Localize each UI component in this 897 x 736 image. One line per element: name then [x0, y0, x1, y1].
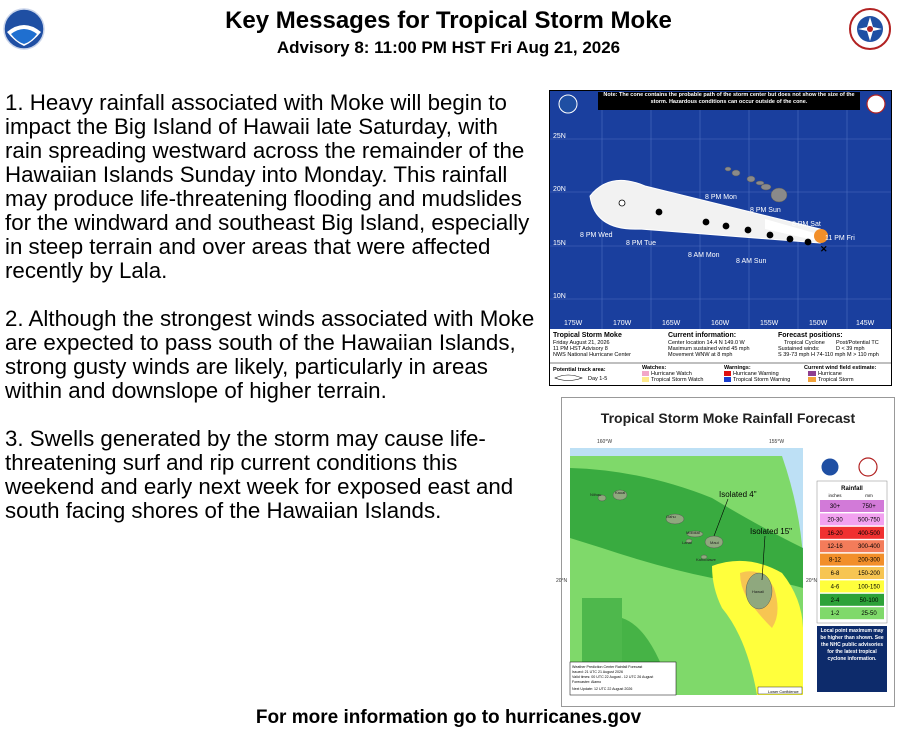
svg-text:✕: ✕ — [820, 244, 828, 254]
island-label: Niihau — [590, 492, 602, 497]
island-label: Molokai — [686, 530, 700, 535]
lat-label: 15N — [553, 240, 566, 247]
legend-inches: 8-12 — [828, 557, 842, 564]
lon-label: 160°W — [597, 439, 613, 445]
key-message-1: 1. Heavy rainfall associated with Moke will begin to impact the Big Island of Hawaii late Saturday, with rain spreading westward across the remainder of the Hawaiian Islands Sunday into Monday. This rainfall may produce life-threatening flooding and mudslides for the windward and southeast Big Island, especially in steep terrain and over areas that were affected recently by Lala. — [5, 90, 530, 283]
legend-wind-title: Current wind field estimate: — [804, 365, 877, 371]
legend-inches: 4-6 — [830, 584, 840, 591]
rainfall-map-title: Tropical Storm Moke Rainfall Forecast — [600, 410, 856, 426]
cone-note: Note: The cone contains the probable path of the storm center but does not show the size of the storm. Hazardous conditions can occur outside of the cone. — [603, 92, 855, 105]
island-label: Maui — [710, 540, 719, 545]
info-date: Friday August 21, 2026 — [553, 340, 610, 346]
legend-warning: Hurricane Warning — [733, 371, 779, 377]
legend-inches: 1-2 — [830, 611, 840, 618]
legend-watches-title: Watches: — [642, 365, 667, 371]
info-current-title: Current information: — [668, 332, 737, 339]
legend-mm: 50-100 — [859, 597, 879, 604]
info-storm-name: Tropical Storm Moke — [553, 332, 622, 339]
legend-title: Rainfall — [841, 486, 863, 492]
island-label: Lanai — [682, 540, 692, 545]
rainfall-shading — [570, 448, 803, 695]
info-center: NWS National Hurricane Center — [553, 352, 631, 358]
legend-track-item: Day 1-5 — [588, 376, 608, 382]
nws-logo — [849, 8, 891, 50]
lon-label: 145W — [856, 320, 875, 327]
label-8pm-wed: 8 PM Wed — [580, 232, 613, 239]
lon-label: 170W — [613, 320, 632, 327]
label-8am-sun: 8 AM Sun — [736, 258, 767, 265]
legend-warnings-title: Warnings: — [724, 365, 751, 371]
legend-inches: 2-4 — [830, 597, 840, 604]
legend-mm: 500-750 — [857, 517, 881, 524]
island-label: Kauai — [615, 490, 626, 495]
noaa-logo — [3, 8, 45, 50]
label-8pm-sat: 8 PM Sat — [792, 221, 821, 228]
info-current-line: Movement WNW at 8 mph — [668, 352, 733, 358]
label-8pm-mon: 8 PM Mon — [705, 194, 737, 201]
source-line: Next Update: 12 UTC 22 August 2026 — [572, 687, 633, 691]
lon-label: 175W — [564, 320, 583, 327]
island-label: Kahoolawe — [696, 557, 716, 562]
info-forecast-line: Tropical Cyclone — [784, 340, 825, 346]
legend-mm: 25-50 — [861, 611, 877, 618]
lat-label: 25N — [553, 133, 566, 140]
lat-label: 20°N — [806, 578, 818, 584]
legend-inches: 6-8 — [830, 571, 840, 577]
legend-inches: 30+ — [829, 504, 841, 510]
legend-note: Local point maximum may be higher than shown. See the NHC public advisories for the latest tropical cyclone information. — [820, 628, 884, 662]
lon-label: 150W — [809, 320, 828, 327]
source-line: Weather Prediction Center Rainfall Forecast — [572, 665, 643, 669]
legend-rows — [820, 500, 884, 619]
source-line: Forecaster: Alamo — [572, 680, 602, 684]
legend-mm: 150-200 — [857, 571, 881, 577]
info-current-line: Center location 14.4 N 149.0 W — [668, 340, 745, 346]
legend-wind: Hurricane — [818, 371, 842, 377]
advisory-subtitle: Advisory 8: 11:00 PM HST Fri Aug 21, 2026 — [276, 38, 621, 57]
info-forecast-line: Post/Potential TC — [836, 340, 879, 346]
annotation-isolated-4: Isolated 4" — [719, 490, 757, 499]
legend-inches: 20-30 — [827, 517, 843, 524]
key-message-3: 3. Swells generated by the storm may cause life-threatening surf and rip current conditions this weekend and early next week for exposed east and south facing shores of the Hawaiian Islands. — [5, 426, 514, 523]
info-forecast-line: D < 39 mph — [836, 346, 865, 352]
page-title: Key Messages for Tropical Storm Moke — [225, 7, 672, 34]
legend-mm: 400-500 — [857, 530, 881, 537]
rainfall-forecast-map — [556, 397, 895, 707]
footer-link-text: For more information go to hurricanes.gov — [255, 707, 642, 728]
annotation-isolated-15: Isolated 15" — [750, 527, 792, 536]
info-forecast-line: Sustained winds: — [778, 346, 820, 352]
legend-inches: 12-16 — [827, 544, 843, 551]
key-messages — [5, 91, 535, 547]
island-label: Hawaii — [752, 589, 765, 594]
lower-confidence-label: Lower Confidence — [768, 690, 799, 694]
label-8am-mon: 8 AM Mon — [688, 252, 720, 259]
legend-track-title: Potential track area: — [553, 367, 606, 373]
legend-mm: 750+ — [862, 504, 876, 510]
label-8pm-sun: 8 PM Sun — [750, 207, 781, 214]
track-forecast-map — [549, 90, 892, 386]
lon-label: 155W — [760, 320, 779, 327]
nws-mini-logo — [867, 95, 885, 113]
legend-watch: Hurricane Watch — [651, 371, 692, 377]
legend-wind: Tropical Storm — [818, 377, 854, 383]
legend-warning: Tropical Storm Warning — [733, 377, 791, 383]
legend-unit: inches — [828, 493, 842, 498]
label-11pm-fri: 11 PM Fri — [825, 235, 855, 242]
info-forecast-line: S 39-73 mph H 74-110 mph M > 110 mph — [778, 352, 879, 358]
source-line: Valid times: 00 UTC 22 August - 12 UTC 26 August — [572, 675, 654, 679]
lat-label: 20N — [553, 186, 566, 193]
header — [60, 6, 837, 60]
legend-mm: 300-400 — [857, 544, 881, 551]
lon-label: 160W — [711, 320, 730, 327]
legend-unit: mm — [865, 493, 873, 498]
legend-mm: 200-300 — [857, 557, 881, 564]
noaa-mini-logo — [559, 95, 577, 113]
legend-watch: Tropical Storm Watch — [651, 377, 704, 383]
legend-inches: 16-20 — [827, 530, 843, 537]
lon-label: 165W — [662, 320, 681, 327]
legend-mm: 100-150 — [857, 584, 881, 591]
key-message-2: 2. Although the strongest winds associated with Moke are expected to pass south of the Hawaiian Islands, strong gusty winds are likely, particularly in areas within and downslope of higher terrain. — [5, 306, 535, 403]
noaa-mini-logo — [821, 458, 839, 476]
info-advisory: 11 PM HST Advisory 8 — [553, 346, 608, 352]
nws-mini-logo — [859, 458, 877, 476]
info-current-line: Maximum sustained wind 45 mph — [668, 346, 750, 352]
lon-label: 155°W — [769, 439, 785, 445]
source-line: Issued: 21 UTC 21 August 2026 — [572, 670, 623, 674]
lat-label: 20°N — [556, 578, 568, 584]
island-label: Oahu — [666, 514, 676, 519]
lat-label: 10N — [553, 293, 566, 300]
info-forecast-title: Forecast positions: — [778, 332, 843, 339]
label-8pm-tue: 8 PM Tue — [626, 240, 656, 247]
